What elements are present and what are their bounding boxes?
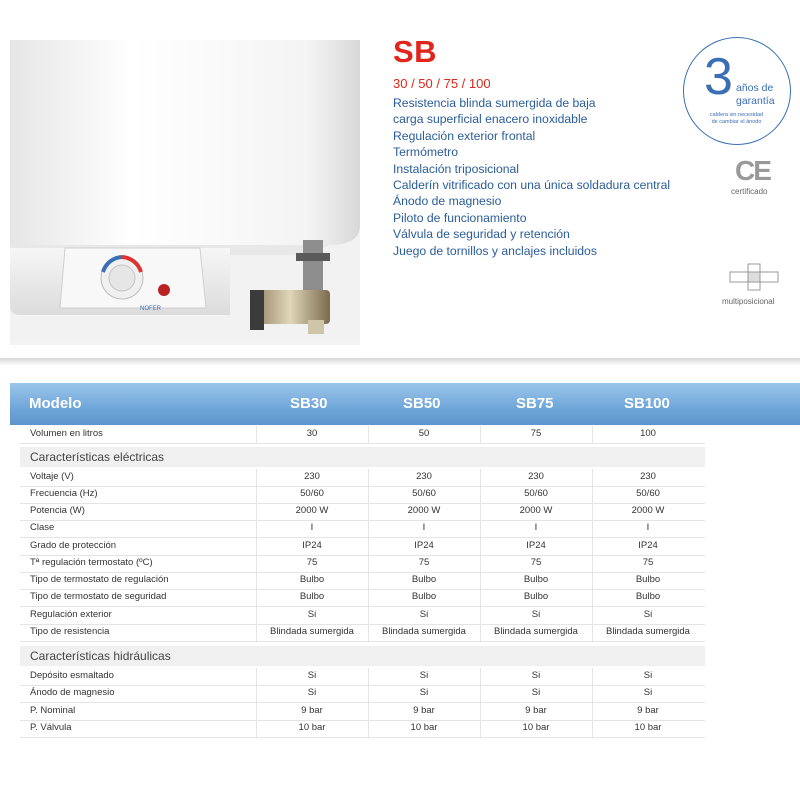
brand-logo: NOFER: [140, 306, 161, 312]
section-title: Características eléctricas: [30, 450, 165, 464]
table-cell: 10 bar: [410, 722, 438, 733]
table-cell: 9 bar: [301, 705, 323, 716]
table-row: [20, 685, 705, 703]
table-cell: IP24: [638, 540, 658, 551]
table-cell: IP24: [302, 540, 322, 551]
table-cell: 100: [640, 428, 656, 439]
table-cell: 2000 W: [631, 505, 665, 516]
table-row: [20, 538, 705, 556]
row-label: Tª regulación termostato (ºC): [30, 557, 153, 568]
table-cell: I: [646, 522, 650, 533]
table-cell: 230: [528, 471, 544, 482]
header-model-sb100: SB100: [624, 395, 670, 412]
table-cell: IP24: [414, 540, 434, 551]
feature-item: Resistencia blinda sumergida de baja: [393, 96, 596, 110]
header-model-sb75: SB75: [516, 395, 554, 412]
table-cell: Si: [531, 670, 541, 681]
row-label: Potencia (W): [30, 505, 85, 516]
table-row: [20, 703, 705, 721]
row-label: Voltaje (V): [30, 471, 74, 482]
feature-item: Regulación exterior frontal: [393, 128, 536, 143]
row-label: Ánodo de magnesio: [30, 687, 115, 698]
table-cell: Bulbo: [411, 591, 437, 602]
table-cell: 230: [416, 471, 432, 482]
table-cell: I: [534, 522, 538, 533]
table-cell: Si: [307, 609, 317, 620]
table-cell: 75: [306, 557, 318, 568]
table-cell: Bulbo: [523, 574, 549, 585]
table-cell: 75: [418, 557, 430, 568]
table-cell: 230: [304, 471, 320, 482]
badge-small1: caldera sin necesidad: [709, 112, 764, 118]
table-cell: Bulbo: [635, 591, 661, 602]
feature-item: Ánodo de magnesio: [393, 194, 502, 209]
table-row: [20, 589, 705, 607]
table-row: [20, 469, 705, 487]
table-cell: Si: [419, 609, 429, 620]
product-photo: [10, 40, 360, 345]
table-cell: 2000 W: [407, 505, 441, 516]
table-row: [20, 668, 705, 686]
divider: [0, 358, 800, 366]
table-cell: IP24: [526, 540, 546, 551]
table-cell: Bulbo: [411, 574, 437, 585]
table-cell: 50/60: [412, 488, 436, 499]
water-heater-image: [10, 40, 360, 340]
feature-item: Instalación triposicional: [393, 161, 520, 176]
table-cell: I: [310, 522, 314, 533]
table-cell: Blindada sumergida: [382, 626, 466, 637]
table-cell: Si: [643, 687, 653, 698]
feature-item: Termómetro: [393, 145, 459, 160]
header-model-label: Modelo: [29, 395, 82, 412]
row-label: Volumen en litros: [30, 428, 103, 439]
table-row: [20, 607, 705, 625]
table-cell: Bulbo: [635, 574, 661, 585]
row-label: Frecuencia (Hz): [30, 488, 98, 499]
table-row: [20, 426, 705, 444]
table-cell: 2000 W: [295, 505, 329, 516]
badge-line2: garantía: [736, 95, 775, 107]
feature-item: Calderín vitrificado con una única soldadura central: [393, 178, 671, 193]
row-label: P. Válvula: [30, 722, 72, 733]
table-row: [20, 624, 705, 642]
table-row: [20, 720, 705, 738]
table-cell: 50: [418, 428, 430, 439]
header-model-sb30: SB30: [290, 395, 328, 412]
table-cell: Si: [643, 609, 653, 620]
table-cell: 50/60: [524, 488, 548, 499]
table-row: [20, 486, 705, 504]
guarantee-badge: [683, 37, 791, 145]
table-cell: 10 bar: [298, 722, 326, 733]
table-cell: Blindada sumergida: [494, 626, 578, 637]
table-cell: 75: [530, 557, 542, 568]
table-row: [20, 555, 705, 573]
table-section: [20, 447, 705, 467]
table-cell: 9 bar: [413, 705, 435, 716]
row-label: Clase: [30, 522, 55, 533]
section-title: Características hidráulicas: [30, 649, 171, 663]
product-sizes: 30 / 50 / 75 / 100: [393, 76, 491, 91]
table-cell: 230: [640, 471, 656, 482]
table-cell: Si: [307, 670, 317, 681]
table-row: [20, 572, 705, 590]
table-row: [20, 503, 705, 521]
multiposition-label: multiposicional: [722, 297, 775, 306]
table-cell: 10 bar: [634, 722, 662, 733]
row-label: Tipo de resistencia: [30, 626, 110, 637]
table-cell: 9 bar: [525, 705, 547, 716]
table-cell: 9 bar: [637, 705, 659, 716]
table-section: [20, 646, 705, 666]
table-cell: 75: [530, 428, 542, 439]
badge-number: 3: [704, 48, 733, 106]
table-cell: Si: [307, 687, 317, 698]
table-cell: Si: [419, 687, 429, 698]
table-cell: 10 bar: [522, 722, 550, 733]
table-cell: I: [422, 522, 426, 533]
ce-label: certificado: [731, 187, 768, 196]
table-cell: Si: [531, 687, 541, 698]
row-label: P. Nominal: [30, 705, 76, 716]
table-cell: Blindada sumergida: [270, 626, 354, 637]
table-cell: Blindada sumergida: [606, 626, 690, 637]
table-cell: 2000 W: [519, 505, 553, 516]
table-cell: 30: [306, 428, 318, 439]
table-cell: Bulbo: [299, 591, 325, 602]
badge-line1: años de: [736, 82, 774, 94]
table-cell: Bulbo: [523, 591, 549, 602]
feature-item: Piloto de funcionamiento: [393, 210, 527, 225]
table-cell: Si: [643, 670, 653, 681]
row-label: Regulación exterior: [30, 609, 112, 620]
feature-list: [393, 95, 693, 259]
table-cell: Bulbo: [299, 574, 325, 585]
row-label: Grado de protección: [30, 540, 117, 551]
row-label: Tipo de termostato de seguridad: [30, 591, 167, 602]
table-cell: 75: [642, 557, 654, 568]
table-cell: Si: [419, 670, 429, 681]
table-row: [20, 520, 705, 538]
badge-small2: de cambiar el ánodo: [711, 119, 762, 125]
feature-item: Juego de tornillos y anclajes incluidos: [393, 243, 597, 258]
table-cell: 50/60: [636, 488, 660, 499]
row-label: Tipo de termostato de regulación: [30, 574, 169, 585]
table-cell: Si: [531, 609, 541, 620]
table-cell: 50/60: [300, 488, 324, 499]
multiposition-icon: [728, 262, 780, 292]
ce-icon: CE: [735, 155, 770, 186]
feature-item: carga superficial enacero inoxidable: [393, 112, 588, 127]
header-model-sb50: SB50: [403, 395, 441, 412]
row-label: Depósito esmaltado: [30, 670, 114, 681]
product-title: SB: [393, 34, 438, 69]
feature-item: Válvula de seguridad y retención: [393, 227, 570, 242]
